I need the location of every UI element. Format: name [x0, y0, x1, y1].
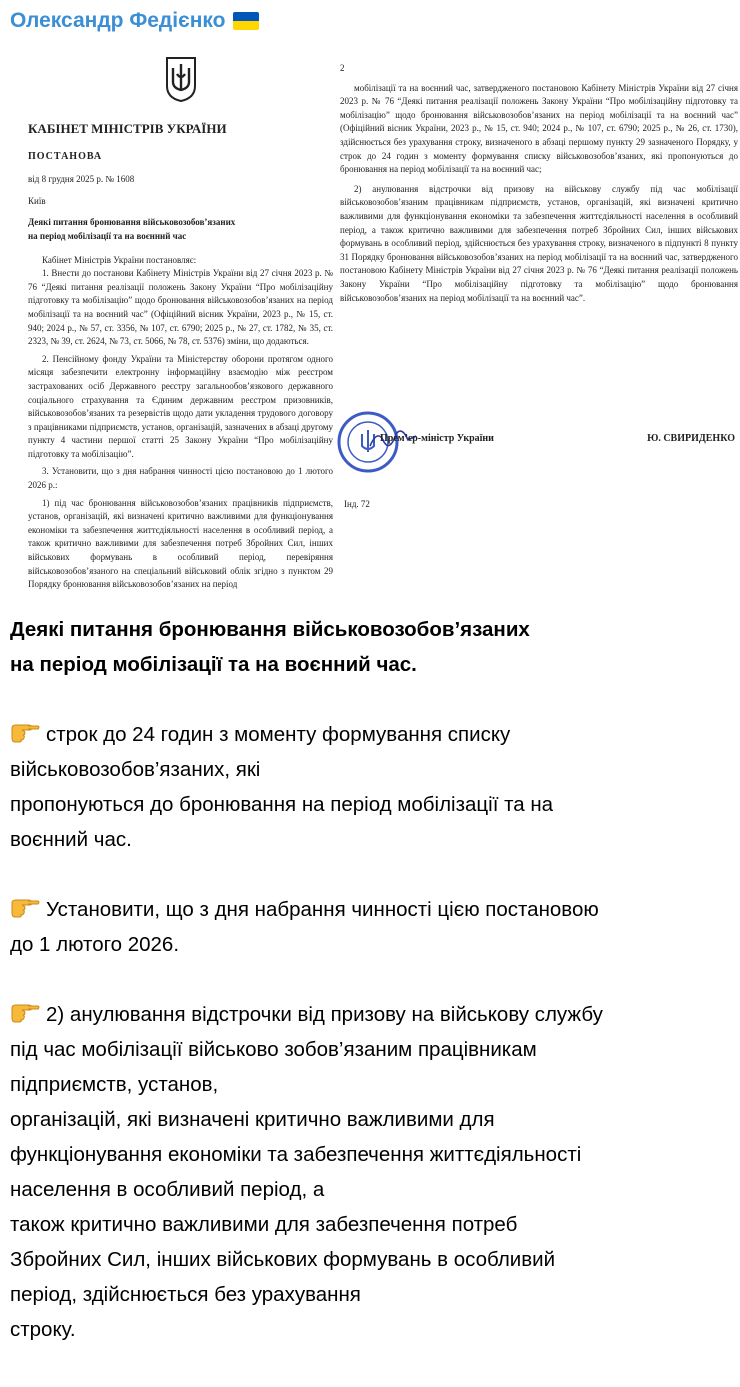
doc-p3: 3. Установити, що з дня набрання чинності цією постановою до 1 лютого 2026 р.:	[28, 466, 333, 491]
bullet-2-line-1: Установити, що з дня набрання чинності цією постановою	[46, 898, 599, 921]
bullet-1-line-1: строк до 24 годин з моменту формування списку	[46, 723, 511, 746]
bullet-3	[10, 997, 730, 1032]
doc-right-p1: мобілізації та на воєнний час, затвердженого постановою Кабінету Міністрів України від 27 січня 2023 р. № 76 “Деякі питання реалізації положень Закону України “Про мобілізаційну підготовку та мобілізацію” щодо бронювання військовозобов’язаних на період мобілізації та на воєнний час” (Офіційний вісник України, 2023 р., № 15, ст. 940; 2024 р., № 107, ст. 6790; 2025 р., № 26, ст. 1730), здійснюється без урахування строку, визначеного в абзаці першому пункту 29 зазначеного Порядку, у строк до 24 годин з моменту формування списку військовозобов’язаних, які пропонуються до бронювання на період мобілізації та на воєнний час;	[340, 82, 738, 175]
bullet-2	[10, 892, 730, 927]
sign-name: Ю. СВИРИДЕНКО	[647, 433, 735, 444]
doc-p3-1: 1) під час бронювання військовозобов’язаних працівників підприємств, установ, організацій, які визначені критично важливими для функціонування економіки та забезпечення життєдіяльності населення в особливий період, а також критично важливими для забезпечення потреб Збройних Сил, інших військових формувань в особливий період, перевіряння військовозобов’язаного на спеціальний військовий облік згідно з пунктом 29 Порядку бронювання військовозобов’язаних на період	[28, 497, 333, 590]
author-name[interactable]: Олександр Федієнко	[10, 9, 226, 32]
doc-type: ПОСТАНОВА	[28, 150, 103, 162]
bullet-3-line-7: також критично важливими для забезпечення потреб	[10, 1213, 518, 1236]
doc-right-p2: 2) анулювання відстрочки від призову на військову службу під час мобілізації військовозобов’язаним працівникам підприємств, установ, організацій, які визначені критично важливими для функціонування економіки та забезпечення життєдіяльності населення в особливий період, а також критично важливими для забезпечення потреб Збройних Сил, інших військових формувань в особливий період, здійснюється без урахування строку, визначеного в підпункті 8 пункту 31 Порядку бронювання військовозобов’язаних на період мобілізації та на воєнний час, затвердженого постановою Кабінету Міністрів України від 27 січня 2023 р. № 76 “Деякі питання реалізації положень Закону України “Про мобілізаційну підготовку та мобілізацію” щодо бронювання військовозобов’язаних на період мобілізації та на воєнний час”.	[340, 183, 738, 303]
post-text	[10, 612, 730, 1347]
bullet-1	[10, 717, 730, 752]
bullet-3-line-6: населення в особливий період, а	[10, 1178, 325, 1201]
doc-signature-line	[380, 432, 735, 446]
bullet-1-line-4: воєнний час.	[10, 828, 132, 851]
doc-p1: 1. Внести до постанови Кабінету Міністрів України від 27 січня 2023 р. № 76 “Деякі питання реалізації положень Закону України “Про мобілізаційну підготовку та мобілізацію” щодо бронювання військовозобов’язаних на період мобілізації та на воєнний час” (Офіційний вісник України, 2023 р., № 15, ст. 940; 2024 р., № 57, ст. 3356, № 107, ст. 6790; 2025 р., № 27, ст. 1782, № 35, ст. 2323, № 39, ст. 2624, № 73, ст. 5066, № 78, ст. 5376) зміни, що додаються.	[28, 268, 333, 347]
bullet-1-line-3: пропонуються до бронювання на період мобілізації та на	[10, 793, 554, 816]
doc-org: КАБІНЕТ МІНІСТРІВ УКРАЇНИ	[28, 121, 227, 136]
ukraine-flag-icon	[233, 12, 259, 30]
doc-subject-1: Деякі питання бронювання військовозобов’язаних	[28, 217, 236, 228]
doc-p2: 2. Пенсійному фонду України та Міністерству оборони протягом одного місяця забезпечити електронну інформаційну взаємодію між реєстром застрахованих осіб Державного реєстру загальнообов’язкового державного соціального страхування та Єдиним державним реєстром призовників, військовозобов’язаних та резервістів щодо дати укладення трудового договору з працівниками підприємств, установ, організацій, зазначених в абзаці другому пункту 4 частини першої статті 25 Закону України “Про мобілізаційну підготовку та мобілізацію”.	[28, 353, 333, 459]
document-photo[interactable]	[0, 48, 740, 588]
doc-index-text: Інд. 72	[344, 499, 370, 509]
doc-index	[344, 498, 370, 512]
bullet-3-line-10: строку.	[10, 1318, 76, 1341]
bullet-1-line-2: військовозобов’язаних, які	[10, 758, 261, 781]
doc-right-column	[340, 62, 738, 305]
trident-emblem-icon	[164, 56, 198, 102]
doc-subject-2: на період мобілізації та на воєнний час	[28, 230, 187, 241]
channel-author[interactable]	[10, 4, 259, 38]
post-title-line-2: на період мобілізації та на воєнний час.	[10, 653, 417, 676]
bullet-3-line-4: організацій, які визначені критично важливими для	[10, 1108, 495, 1131]
post-title-line-1: Деякі питання бронювання військовозобов’язаних	[10, 618, 530, 641]
doc-intro: Кабінет Міністрів України постановляє:	[42, 254, 197, 265]
pointing-hand-icon	[10, 1001, 40, 1023]
doc-date: від 8 грудня 2025 р. № 1608	[28, 174, 135, 185]
doc-page-number: 2	[340, 63, 345, 73]
bullet-2-line-2: до 1 лютого 2026.	[10, 933, 180, 956]
doc-city: Київ	[28, 195, 46, 206]
bullet-3-line-2: під час мобілізації військово зобов’язаним працівникам	[10, 1038, 537, 1061]
bullet-3-line-5: функціонування економіки та забезпечення життєдіяльності	[10, 1143, 582, 1166]
pointing-hand-icon	[10, 721, 40, 743]
bullet-3-line-8: Збройних Сил, інших військових формувань в особливий	[10, 1248, 556, 1271]
pointing-hand-icon	[10, 896, 40, 918]
bullet-3-line-9: період, здійснюється без урахування	[10, 1283, 361, 1306]
bullet-3-line-3: підприємств, установ,	[10, 1073, 219, 1096]
doc-left-column	[28, 56, 333, 592]
sign-title: Прем’єр-міністр України	[380, 433, 494, 444]
bullet-3-line-1: 2) анулювання відстрочки від призову на військову службу	[46, 1003, 603, 1026]
